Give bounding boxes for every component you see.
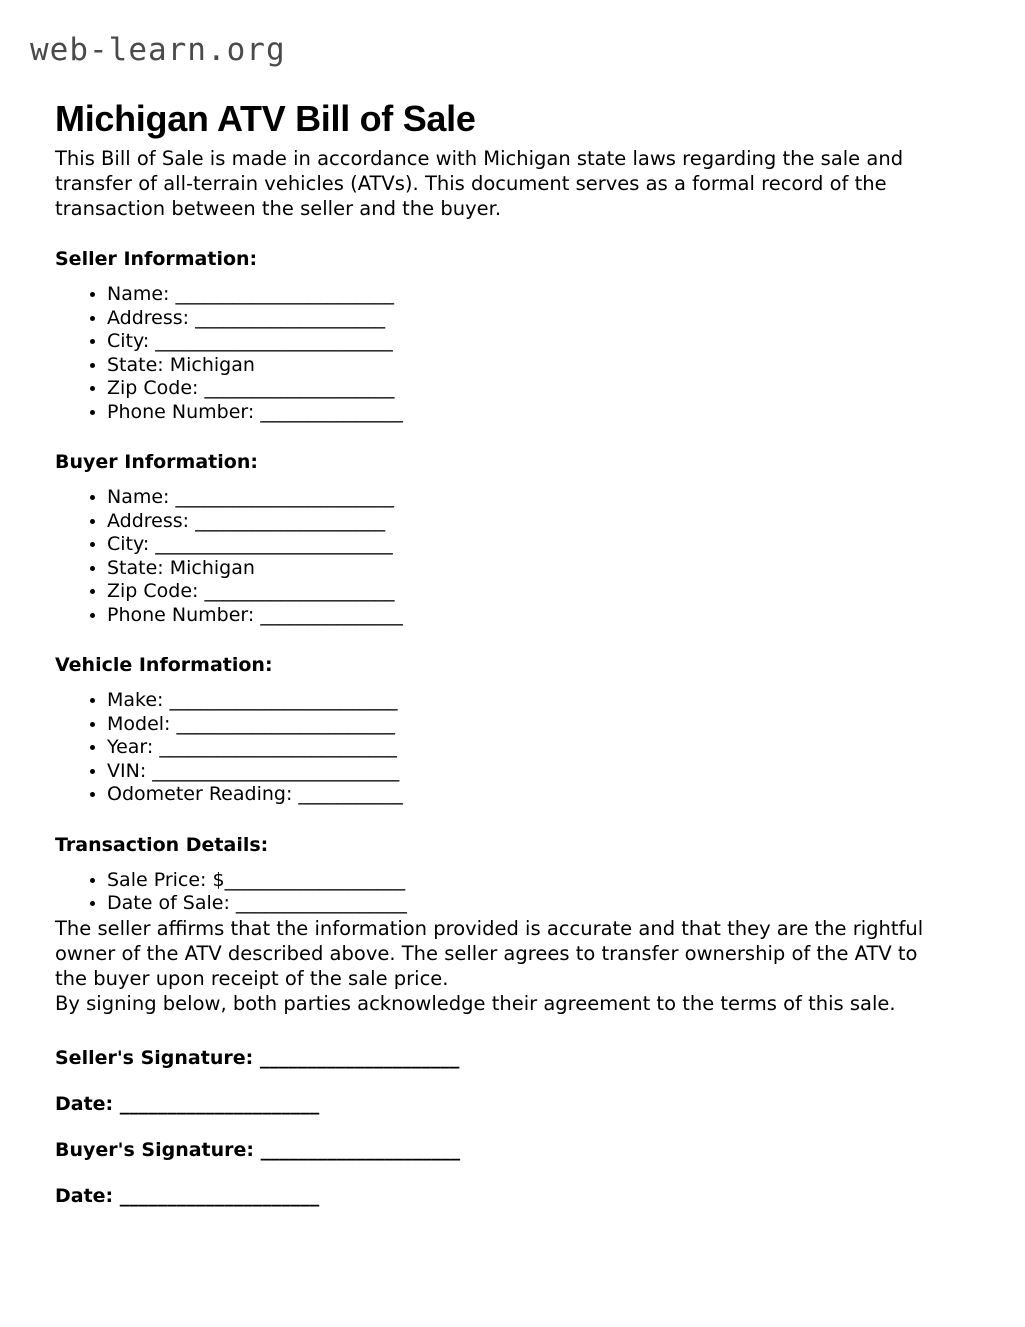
section-heading-seller: Seller Information: [55,248,258,270]
field-list-transaction [55,869,955,916]
list-item: • Phone Number: _______________ [107,604,955,628]
buyer-signature-line: Buyer's Signature: _____________________ [55,1138,461,1161]
signature-block [55,1046,955,1208]
affirmation-paragraph: The seller affirms that the information provided is accurate and that they are the rightful owner of the ATV described above. The seller agrees to transfer ownership of the ATV to the buyer upon receipt of the sale price. [55,916,924,990]
section-heading-transaction: Transaction Details: [55,833,269,856]
list-item: • Model: _______________________ [107,713,955,737]
list-item: • Odometer Reading: ___________ [107,783,955,807]
section-heading-buyer: Buyer Information: [55,451,258,473]
list-item: • Year: _________________________ [107,736,955,760]
list-item: • Zip Code: ____________________ [107,580,955,604]
seller-date-line: Date: _____________________ [55,1092,320,1115]
list-item: • Phone Number: _______________ [107,401,955,425]
list-item: • Date of Sale: __________________ [107,892,955,916]
list-item: • Make: ________________________ [107,689,955,713]
document-body [55,146,955,1208]
list-item: • Name: _______________________ [107,486,955,510]
list-item: • Address: ____________________ [107,307,955,331]
field-list-vehicle [55,689,955,807]
list-item: • State: Michigan [107,557,955,581]
field-list-seller [55,283,955,424]
seller-signature-line: Seller's Signature: _____________________ [55,1046,460,1069]
buyer-date-line: Date: _____________________ [55,1184,320,1207]
acknowledgement-paragraph: By signing below, both parties acknowledge their agreement to the terms of this sale. [55,991,896,1015]
list-item: • Address: ____________________ [107,510,955,534]
site-watermark: web-learn.org [30,32,286,68]
page-title: Michigan ATV Bill of Sale [55,98,476,140]
list-item: • Sale Price: $___________________ [107,869,955,893]
list-item: • VIN: __________________________ [107,760,955,784]
list-item: • Zip Code: ____________________ [107,377,955,401]
list-item: • State: Michigan [107,354,955,378]
list-item: • City: _________________________ [107,533,955,557]
list-item: • City: _________________________ [107,330,955,354]
field-list-buyer [55,486,955,627]
section-heading-vehicle: Vehicle Information: [55,654,273,676]
list-item: • Name: _______________________ [107,283,955,307]
intro-paragraph: This Bill of Sale is made in accordance with Michigan state laws regarding the sale and transfer of all-terrain vehicles (ATVs). This document serves as a formal record of the transaction between the seller and the buyer. [55,147,904,220]
